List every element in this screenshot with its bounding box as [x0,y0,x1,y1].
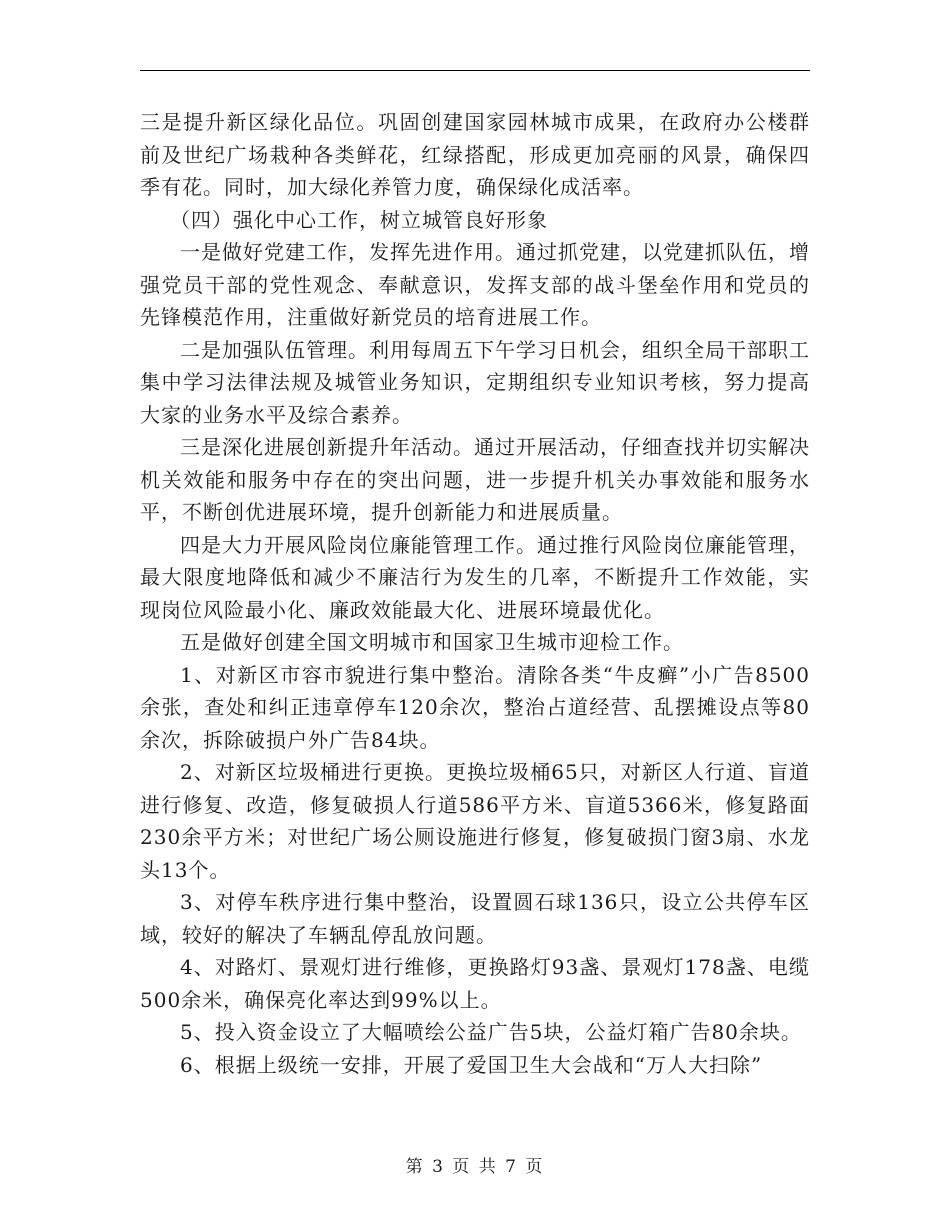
page-number-footer: 第 3 页 共 7 页 [405,1157,545,1177]
list-item-6: 6、根据上级统一安排，开展了爱国卫生大会战和“万人大扫除” [180,1052,763,1077]
paragraph-1: 三是提升新区绿化品位。巩固创建国家园林城市成果，在政府办公楼群前及世纪广场栽种各类鲜花，红绿搭配，形成更加亮丽的风景，确保四季有花。同时，加大绿化养管力度，确保绿化成活率。 [140,110,810,199]
paragraph-risk-management: 四是大力开展风险岗位廉能管理工作。通过推行风险岗位廉能管理，最大限度地降低和减少不廉洁行为发生的几率，不断提升工作效能，实现岗位风险最小化、廉政效能最大化、进展环境最优化。 [140,532,810,622]
list-item-2: 2、对新区垃圾桶进行更换。更换垃圾桶65只，对新区人行道、盲道进行修复、改造，修复破损人行道586平方米、盲道5366米，修复路面230余平方米；对世纪广场公厕设施进行修复，修复破损门窗3扇、水龙头13个。 [140,760,810,882]
section-heading-4: （四）强化中心工作，树立城管良好形象 [170,207,548,232]
paragraph-innovation-year: 三是深化进展创新提升年活动。通过开展活动，仔细查找并切实解决机关效能和服务中存在的突出问题，进一步提升机关办事效能和服务水平，不断创优进展环境，提升创新能力和进展质量。 [140,435,810,524]
document-body [140,106,810,1081]
paragraph-civilized-city: 五是做好创建全国文明城市和国家卫生城市迎检工作。 [180,630,684,654]
paragraph-party-building: 一是做好党建工作，发挥先进作用。通过抓党建，以党建抓队伍，增强党员干部的党性观念、奉献意识，发挥支部的战斗堡垒作用和党员的先锋模范作用，注重做好新党员的培育进展工作。 [140,240,810,329]
list-item-4: 4、对路灯、景观灯进行维修，更换路灯93盏、景观灯178盏、电缆500余米，确保亮化率达到99%以上。 [140,955,810,1012]
list-item-3: 3、对停车秩序进行集中整治，设置圆石球136只，设立公共停车区域，较好的解决了车辆乱停乱放问题。 [140,890,810,947]
paragraph-team-management: 二是加强队伍管理。利用每周五下午学习日机会，组织全局干部职工集中学习法律法规及城管业务知识，定期组织专业知识考核，努力提高大家的业务水平及综合素养。 [140,337,810,427]
list-item-5: 5、投入资金设立了大幅喷绘公益广告5块，公益灯箱广告80余块。 [180,1020,802,1044]
header-rule [140,70,810,71]
list-item-1: 1、对新区市容市貌进行集中整治。清除各类“牛皮癣”小广告8500余张，查处和纠正违章停车120余次，整治占道经营、乱摆摊设点等80余次，拆除破损户外广告84块。 [140,662,810,752]
